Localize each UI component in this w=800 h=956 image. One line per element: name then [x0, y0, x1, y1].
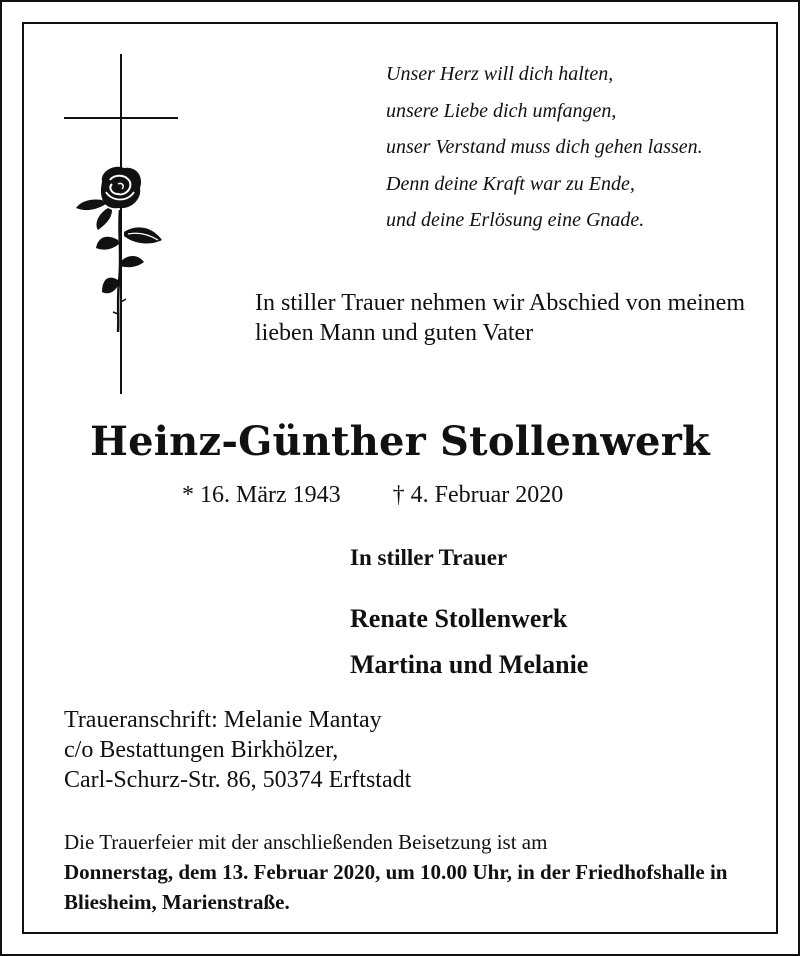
birth-date: * 16. März 1943 — [182, 482, 341, 508]
mourners-names — [350, 596, 588, 688]
ceremony-info — [64, 827, 744, 917]
intro-text: In stiller Trauer nehmen wir Abschied von meinem lieben Mann und guten Vater — [255, 290, 745, 346]
death-date: † 4. Februar 2020 — [392, 482, 564, 508]
mourners-label: In stiller Trauer — [350, 545, 508, 570]
life-dates — [182, 482, 563, 509]
address-line: Traueranschrift: Melanie Mantay — [64, 707, 382, 733]
poem-line: unsere Liebe dich umfangen, — [386, 99, 617, 122]
ceremony-intro: Die Trauerfeier mit der anschließenden Beisetzung ist am — [64, 830, 548, 854]
address-line: Carl-Schurz-Str. 86, 50374 Erftstadt — [64, 767, 412, 793]
rose-icon — [72, 162, 168, 334]
deceased-name: Heinz-Günther Stollenwerk — [90, 418, 710, 465]
mourning-address — [64, 705, 411, 795]
poem-line: Unser Herz will dich halten, — [386, 63, 614, 85]
mourner-name: Renate Stollenwerk — [350, 604, 568, 633]
poem — [386, 56, 766, 239]
cross-bar — [64, 117, 178, 119]
ceremony-details: Donnerstag, dem 13. Februar 2020, um 10.00 Uhr, in der Friedhofshalle in Bliesheim, Marienstraße. — [64, 860, 728, 914]
mourner-name: Martina und Melanie — [350, 650, 589, 679]
poem-line: Denn deine Kraft war zu Ende, — [386, 172, 635, 195]
poem-line: unser Verstand muss dich gehen lassen. — [386, 136, 703, 158]
poem-line: und deine Erlösung eine Gnade. — [386, 209, 645, 231]
address-line: c/o Bestattungen Birkhölzer, — [64, 737, 339, 763]
